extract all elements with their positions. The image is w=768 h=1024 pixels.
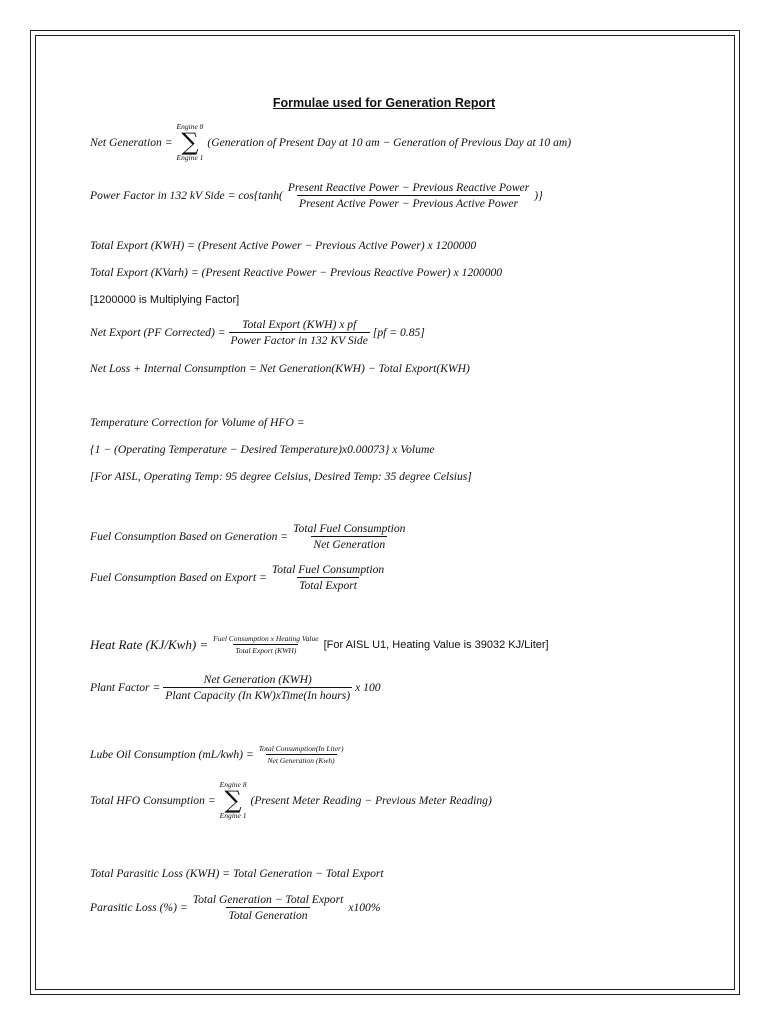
formula-lube-oil-consumption: [90, 744, 348, 765]
fraction-numerator: Net Generation (KWH): [203, 673, 312, 686]
formula-net-export: [90, 318, 425, 347]
formula-text: Total Export (KWH) = (Present Active Power − Previous Active Power) x 1200000: [90, 239, 477, 252]
summation-lower-limit: Engine 1: [176, 153, 204, 162]
formula-tail: )}: [534, 189, 543, 202]
formula-lhs: Power Factor in 132 kV Side = cos{tanh(: [90, 189, 283, 202]
formula-lhs: Plant Factor =: [90, 681, 161, 694]
fraction: [163, 673, 352, 702]
summation-sign: Engine 8 ∑ Engine 1: [176, 122, 204, 162]
formula-text: Temperature Correction for Volume of HFO =: [90, 416, 305, 429]
fraction-numerator: Total Fuel Consumption: [293, 522, 406, 535]
formula-total-export-kvarh: [90, 266, 502, 279]
fraction: [229, 318, 370, 347]
formula-tail: [For AISL U1, Heating Value is 39032 KJ/Liter]: [323, 638, 549, 651]
formula-plant-factor: [90, 673, 381, 702]
fraction-numerator: Total Consumption(In Liter): [258, 744, 344, 753]
formula-text: Total Parasitic Loss (KWH) = Total Generation − Total Export: [90, 867, 384, 880]
formula-temperature-correction: [90, 416, 305, 429]
fraction-numerator: Fuel Consumption x Heating Value: [213, 634, 319, 643]
formula-tail: x 100: [355, 681, 381, 694]
fraction: [286, 181, 531, 210]
fraction-numerator: Total Generation − Total Export: [192, 893, 344, 906]
summation-upper-limit: Engine 8: [176, 122, 204, 131]
fraction: [211, 634, 320, 655]
formula-power-factor: [90, 181, 543, 210]
note-text: [For AISL, Operating Temp: 95 degree Celsius, Desired Temp: 35 degree Celsius]: [90, 470, 472, 483]
note-aisl-temperature: [90, 470, 472, 483]
page-border-inner: [35, 35, 735, 990]
formula-rhs: (Generation of Present Day at 10 am − Generation of Previous Day at 10 am): [207, 135, 572, 149]
formula-lhs: Parasitic Loss (%) =: [90, 901, 188, 914]
formula-lhs: Net Export (PF Corrected) =: [90, 326, 226, 339]
fraction-denominator: Plant Capacity (In KW)xTime(In hours): [165, 689, 351, 702]
page-title: Formulae used for Generation Report: [272, 96, 496, 110]
formula-text: Net Loss + Internal Consumption = Net Generation(KWH) − Total Export(KWH): [90, 362, 470, 375]
formula-lhs: Heat Rate (KJ/Kwh) =: [90, 636, 209, 652]
fraction-denominator: Total Export: [299, 579, 357, 592]
formula-total-export-kwh: [90, 239, 476, 252]
fraction: [257, 744, 346, 765]
fraction-numerator: Total Export (KWH) x pf: [242, 318, 357, 331]
formula-net-generation: [90, 122, 571, 162]
formula-rhs: (Present Meter Reading − Previous Meter Reading): [250, 793, 492, 807]
note-text: [1200000 is Multiplying Factor]: [90, 294, 240, 306]
formula-text: {1 − (Operating Temperature − Desired Temperature)x0.00073} x Volume: [90, 443, 435, 456]
fraction-denominator: Net Generation (Kwh): [267, 756, 335, 765]
formula-tail: [pf = 0.85]: [372, 326, 425, 339]
formula-fuel-consumption-generation: [90, 522, 410, 551]
formula-net-loss: [90, 362, 470, 375]
formula-parasitic-loss-percent: [90, 893, 381, 922]
fraction-denominator: Total Generation: [228, 909, 308, 922]
formula-lhs: Lube Oil Consumption (mL/kwh) =: [90, 748, 254, 761]
formula-temperature-correction-expr: [90, 443, 434, 456]
note-multiplying-factor: [90, 294, 239, 306]
fraction: [291, 522, 407, 551]
formula-total-parasitic-loss: [90, 867, 384, 880]
formula-lhs: Net Generation =: [90, 135, 173, 149]
summation-sign: Engine 8 ∑ Engine 1: [219, 780, 247, 820]
formula-lhs: Fuel Consumption Based on Generation =: [90, 530, 289, 543]
fraction-numerator: Total Fuel Consumption: [271, 563, 385, 576]
fraction-denominator: Power Factor in 132 KV Side: [230, 334, 368, 347]
formula-fuel-consumption-export: [90, 563, 389, 592]
fraction-denominator: Net Generation: [313, 538, 386, 551]
summation-upper-limit: Engine 8: [219, 780, 247, 789]
fraction: [191, 893, 346, 922]
summation-lower-limit: Engine 1: [219, 811, 247, 820]
fraction-denominator: Present Active Power − Previous Active Power: [299, 197, 519, 210]
formula-total-hfo-consumption: [90, 780, 492, 820]
fraction: [270, 563, 386, 592]
formula-heat-rate: [90, 634, 549, 655]
formula-lhs: Total HFO Consumption =: [90, 793, 216, 807]
fraction-numerator: Present Reactive Power − Previous Reactive Power: [287, 181, 530, 194]
formula-text: Total Export (KVarh) = (Present Reactive Power − Previous Reactive Power) x 1200000: [90, 266, 503, 279]
formula-tail: x100%: [348, 901, 381, 914]
fraction-denominator: Total Export (KWH): [235, 646, 297, 655]
formula-lhs: Fuel Consumption Based on Export =: [90, 571, 267, 584]
